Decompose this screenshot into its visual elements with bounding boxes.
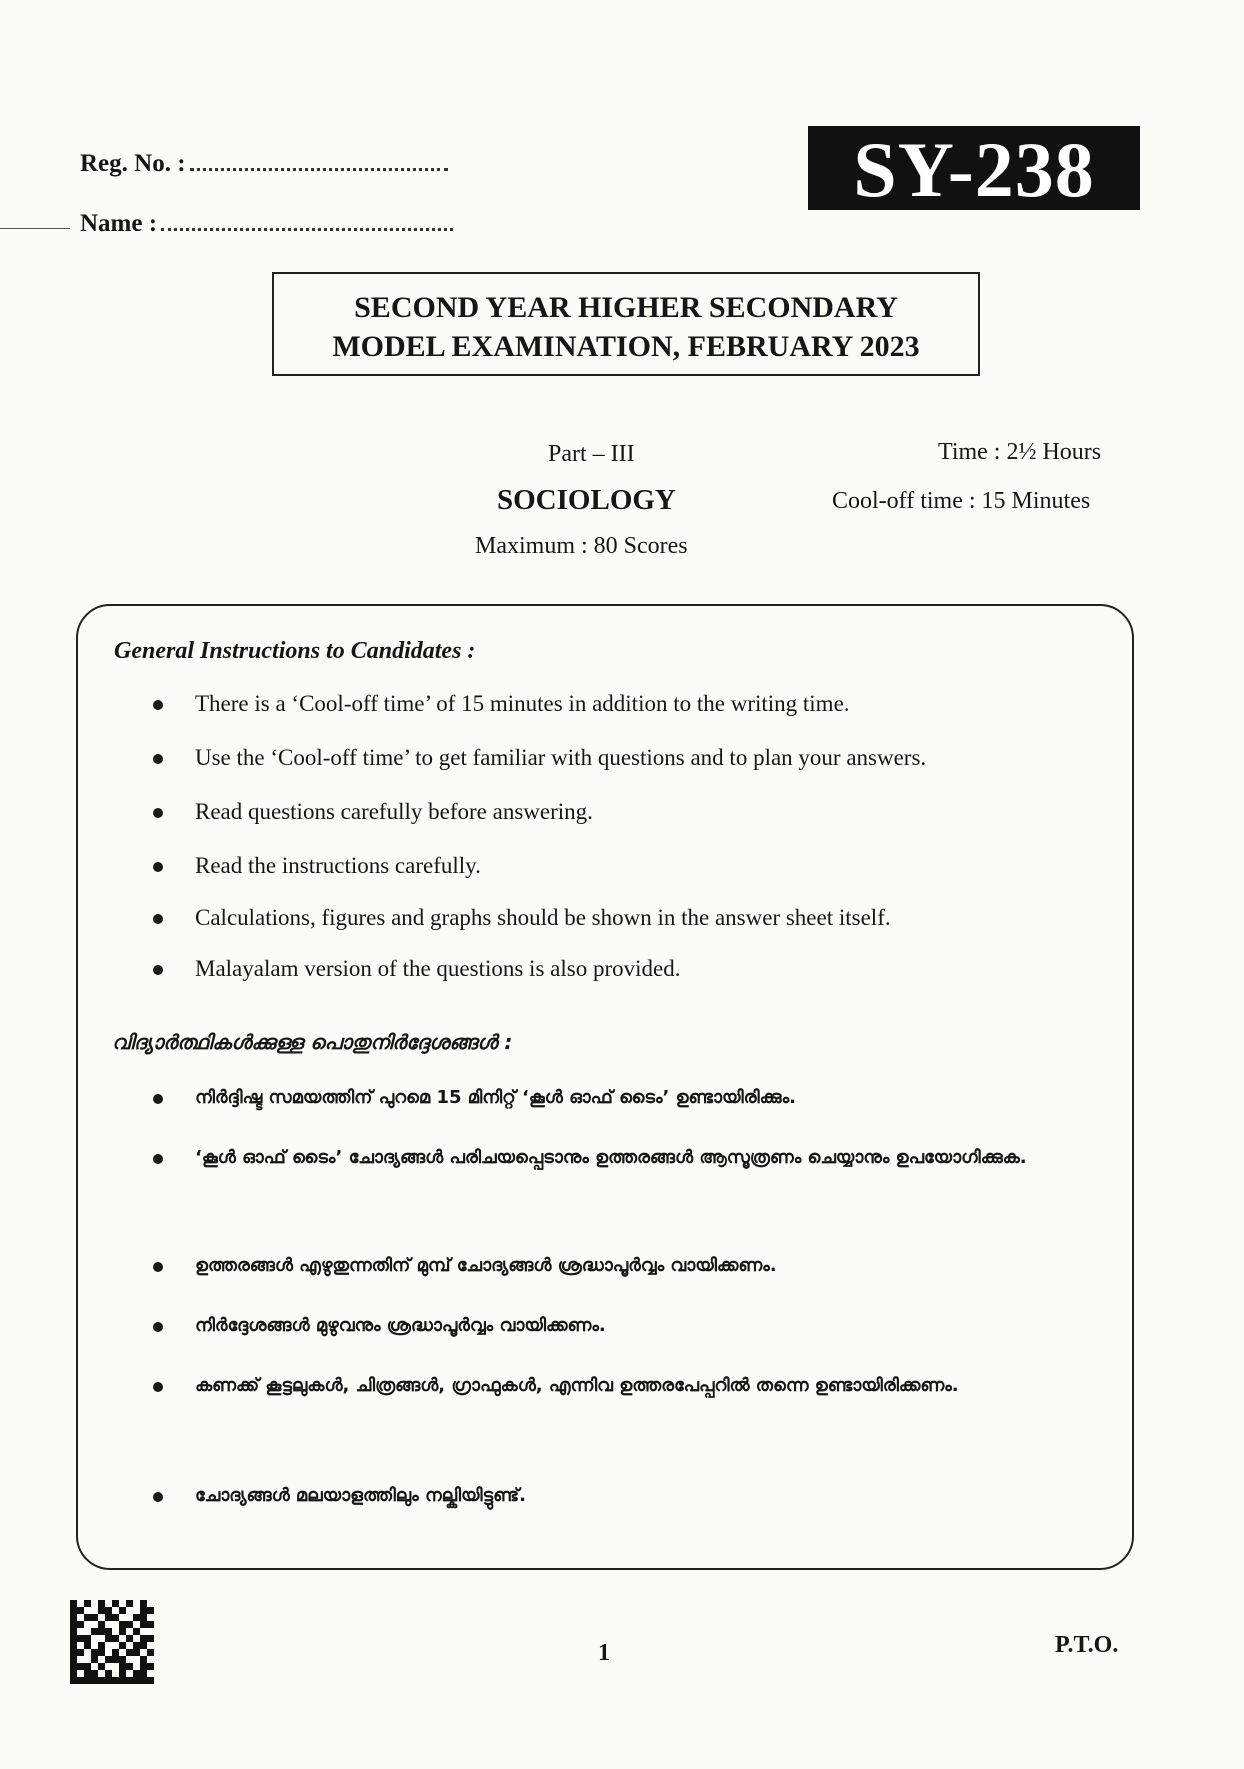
edge-line [0,228,70,229]
bullet-icon [153,1094,163,1104]
subject-title: SOCIOLOGY [497,484,676,516]
paper-code: SY-238 [808,126,1140,210]
instruction-text: ചോദ്യങ്ങൾ മലയാളത്തിലും നല്കിയിട്ടുണ്ട്. [195,1485,526,1506]
name-field [80,210,453,238]
instruction-text: Read questions carefully before answering. [195,799,593,824]
exam-title-box [272,272,980,376]
bullet-icon [153,754,163,764]
name-label: Name : [80,210,158,237]
instruction-text: കണക്ക് കൂട്ടലുകൾ, ചിത്രങ്ങൾ, ഗ്രാഫുകൾ, എന്നിവ ഉത്തരപേപ്പറിൽ തന്നെ ഉണ്ടായിരിക്കണം. [195,1375,959,1396]
max-scores: Maximum : 80 Scores [475,533,688,559]
part-label: Part – III [548,441,635,467]
bullet-icon [153,965,163,975]
page-number: 1 [598,1640,610,1666]
instruction-text: Read the instructions carefully. [195,853,481,878]
bullet-icon [153,1262,163,1272]
exam-title-line2: MODEL EXAMINATION, FEBRUARY 2023 [332,330,920,363]
reg-no-field [80,150,448,178]
bullet-icon [153,1382,163,1392]
data-matrix-code-icon [70,1600,154,1684]
instruction-text: ‘കൂൾ ഓഫ് ടൈം’ ചോദ്യങ്ങൾ പരിചയപ്പെടാനും ഉത്തരങ്ങൾ ആസൂത്രണം ചെയ്യാനും ഉപയോഗിക്കുക. [195,1147,1027,1168]
reg-no-label: Reg. No. : [80,150,186,177]
instruction-text: നിർദ്ദേശങ്ങൾ മുഴുവനും ശ്രദ്ധാപൂർവ്വം വായിക്കണം. [195,1315,606,1336]
time-label: Time : 2½ Hours [938,439,1102,465]
instruction-text: നിർദ്ദിഷ്ട സമയത്തിന് പുറമെ 15 മിനിറ്റ് ‘കൂൾ ഓഫ് ടൈം’ ഉണ്ടായിരിക്കും. [195,1087,796,1108]
instructions-heading-ml: വിദ്യാർത്ഥികൾക്കുള്ള പൊതുനിർദ്ദേശങ്ങൾ : [112,1030,513,1054]
cool-off-label: Cool-off time : 15 Minutes [832,488,1091,514]
bullet-icon [153,862,163,872]
pto-label: P.T.O. [1055,1632,1119,1658]
instruction-text: Malayalam version of the questions is also provided. [195,956,681,981]
name-blank [161,212,453,231]
bullet-icon [153,700,163,710]
bullet-icon [153,1322,163,1332]
instruction-text: Calculations, figures and graphs should be shown in the answer sheet itself. [195,905,891,930]
instruction-text: There is a ‘Cool-off time’ of 15 minutes in addition to the writing time. [195,691,850,716]
bullet-icon [153,1492,163,1502]
instruction-text: ഉത്തരങ്ങൾ എഴുതുന്നതിന് മുമ്പ് ചോദ്യങ്ങൾ ശ്രദ്ധാപൂർവ്വം വായിക്കണം. [195,1255,777,1276]
instruction-text: Use the ‘Cool-off time’ to get familiar with questions and to plan your answers. [195,745,927,770]
bullet-icon [153,914,163,924]
reg-no-blank [190,152,448,171]
bullet-icon [153,808,163,818]
instructions-heading-en: General Instructions to Candidates : [114,638,476,664]
bullet-icon [153,1154,163,1164]
exam-title-line1: SECOND YEAR HIGHER SECONDARY [354,291,898,324]
